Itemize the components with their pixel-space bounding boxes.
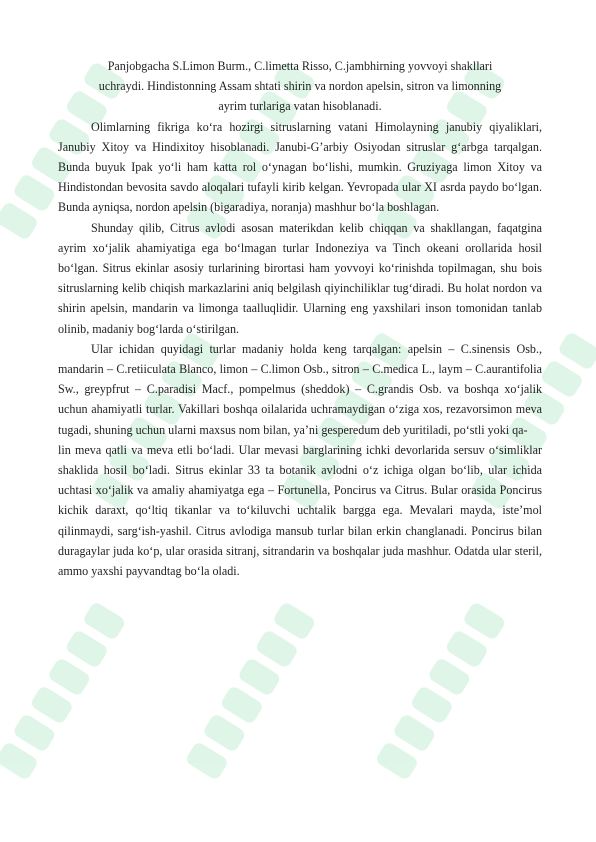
- paragraph-genera: lin meva qatli va meva etli bo‘ladi. Ular mevasi barglarining ichki devorlarida sersuv o‘simliklar shaklida hosil bo‘ladi. Sitrus ekinlar 33 ta botanik avlodni o‘z ichiga olgan bo‘lib, ular ichida uchtasi xo‘jalik va amaliy ahamiyatga ega – Fortunella, Poncirus va Citrus. Bular orasida Poncirus kichik daraxt, qo‘ltiq tikanlar va to‘kiluvchi uchtalik bargga ega. Mevalari mayda, iste’mol qilinmaydi, sarg‘ish-yashil. Citrus avlodiga mansub turlar bilan erkin changlanadi. Poncirus bilan duragaylar juda ko‘p, ular orasida sitranj, sitrandarin va boshqalar juda mashhur. Odatda ular steril, ammo yaxshi payvandtag bo‘la oladi.: [58, 442, 542, 579]
- watermark-glyph: [444, 629, 489, 669]
- paragraph-origin: Olimlarning fikriga ko‘ra hozirgi sitruslarning vatani Himolayning janubiy qiyaliklari, Janubiy Xitoy va Hindixitoy hisoblanadi. Janubi-G’arbiy Osiyodan sitruslar g‘arbga tarqalgan. Bunda buyuk Ipak yo‘li ham katta rol o‘ynagan bo‘lishi, mumkin. Gruziyaga limon Xitoy va Hindistondan bevosita savdo aloqalari tufayli kirib kelgan. Yevropada ular XI asrda paydo bo‘lgan. Bunda ayniqsa, nordon apelsin (bigaradiya, noranja) mashhur bo‘la boshlagan.: [58, 119, 542, 215]
- watermark-glyph: [184, 741, 229, 781]
- document-body: [58, 56, 542, 581]
- watermark-glyph: [29, 685, 74, 725]
- watermark-glyph: [47, 657, 92, 697]
- intro-line-2: uchraydi. Hindistonning Assam shtati shirin va nordon apelsin, sitron va limonning: [98, 79, 502, 94]
- watermark-glyph: [539, 359, 584, 399]
- watermark-glyph: [272, 601, 317, 641]
- watermark-glyph: [0, 741, 39, 781]
- watermark-stamp: [0, 601, 127, 781]
- paragraph-distribution: Shunday qilib, Citrus avlodi asosan materikdan kelib chiqqan va shakllangan, faqatgina ayrim xo‘jalik ahamiyatiga ega bo‘lmagan turlar Indoneziya va Tinch okeani orollarida hosil bo‘lgan. Sitrus ekinlar asosiy turlarining birortasi ham yovvoyi ko‘rinishda topilmagan, shu bois sitruslarning kelib chiqish markazlarini aniq belgilash qiyinchiliklar tug‘diradi. Bu holat nordon va shirin apelsin, mandarin va limonga taalluqlidir. Ularning eng yaxshilari inson tomonidan tanlab olinib, madaniy bog‘larda o‘stirilgan.: [58, 220, 542, 336]
- intro-line-1: Panjobgacha S.Limon Burm., C.limetta Risso, C.jambhirning yovvoyi shakllari: [107, 59, 493, 73]
- watermark-stamp: [374, 601, 506, 781]
- watermark-stamp: [184, 601, 316, 781]
- watermark-glyph: [557, 331, 596, 371]
- watermark-glyph: [64, 629, 109, 669]
- watermark-glyph: [409, 685, 454, 725]
- watermark-glyph: [82, 601, 127, 641]
- watermark-glyph: [254, 629, 299, 669]
- watermark-glyph: [427, 657, 472, 697]
- watermark-glyph: [0, 201, 39, 241]
- watermark-glyph: [392, 713, 437, 753]
- watermark-glyph: [202, 713, 247, 753]
- watermark-glyph: [12, 713, 57, 753]
- watermark-glyph: [12, 173, 57, 213]
- watermark-glyph: [237, 657, 282, 697]
- watermark-glyph: [374, 741, 419, 781]
- watermark-glyph: [462, 601, 507, 641]
- paragraph-species: Ular ichidan quyidagi turlar madaniy holda keng tarqalgan: apelsin – C.sinensis Osb., mandarin – C.retiiculata Blanco, limon – C.limon Osb., sitron – C.medica L., laym – C.aurantifolia Sw., greypfrut – C.paradisi Macf., pompelmus (sheddok) – C.grandis Osb. va boshqa xo‘jalik uchun ahamiyatli turlar. Vakillari boshqa oilalarida uchramaydigan o‘ziga xos, rezavorsimon meva tugadi, shuning uchun ularni maxsus nom bilan, ya’ni gesperedum deb yuritiladi, po‘stli yoki qa-: [58, 341, 542, 437]
- watermark-glyph: [219, 685, 264, 725]
- intro-line-3: ayrim turlariga vatan hisoblanadi.: [218, 99, 382, 114]
